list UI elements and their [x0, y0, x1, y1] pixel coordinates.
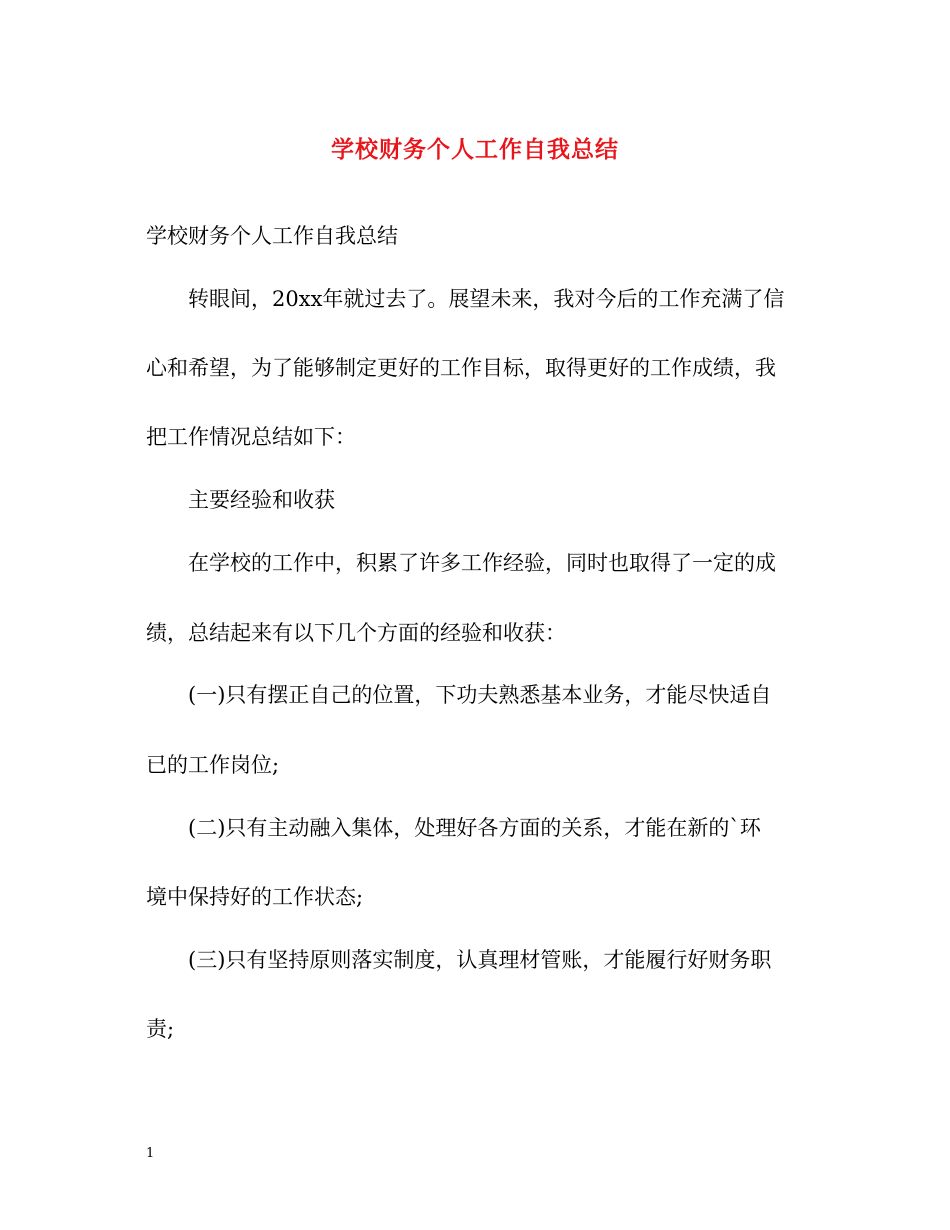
list-item-line: 责;	[146, 1017, 175, 1041]
paragraph-line: 在学校的工作中，积累了许多工作经验，同时也取得了一定的成	[188, 551, 776, 575]
paragraph-line: 心和希望，为了能够制定更好的工作目标，取得更好的工作成绩，我	[146, 356, 776, 380]
document-subtitle: 学校财务个人工作自我总结	[146, 224, 398, 248]
page-number: 1	[146, 1146, 155, 1161]
paragraph-line: 把工作情况总结如下：	[146, 425, 356, 449]
list-item-line: (一)只有摆正自己的位置，下功夫熟悉基本业务，才能尽快适自	[188, 683, 772, 707]
section-heading: 主要经验和收获	[188, 488, 335, 512]
list-item-line: 已的工作岗位;	[146, 753, 280, 777]
document-title: 学校财务个人工作自我总结	[331, 137, 619, 163]
paragraph-line: 绩，总结起来有以下几个方面的经验和收获：	[146, 621, 566, 645]
list-item-line: (二)只有主动融入集体，处理好各方面的关系，才能在新的`环	[188, 816, 761, 840]
list-item-line: 境中保持好的工作状态;	[146, 885, 364, 909]
list-item-line: (三)只有坚持原则落实制度，认真理材管账，才能履行好财务职	[188, 948, 772, 972]
paragraph-line: 转眼间，20xx年就过去了。展望未来，我对今后的工作充满了信	[188, 287, 785, 311]
